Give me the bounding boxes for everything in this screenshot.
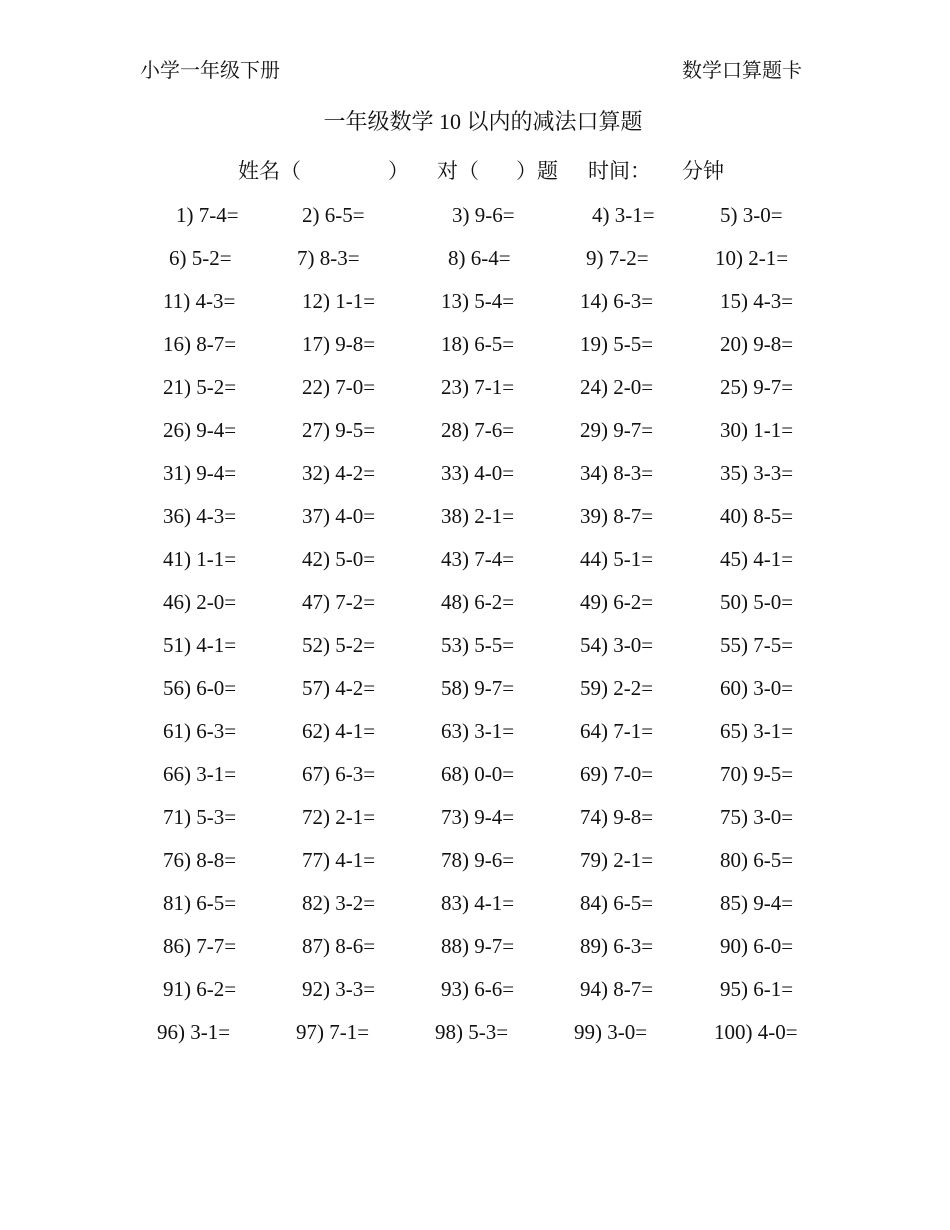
problem-row	[0, 538, 950, 581]
problem-item: 68) 0-0=	[441, 762, 515, 786]
header-left: 小学一年级下册	[140, 60, 280, 82]
problem-item: 9) 7-2=	[586, 246, 649, 270]
problem-item: 18) 6-5=	[441, 332, 515, 356]
problem-item: 56) 6-0=	[163, 676, 237, 700]
problem-item: 31) 9-4=	[163, 461, 237, 485]
problem-item: 40) 8-5=	[720, 504, 794, 528]
problem-item: 10) 2-1=	[715, 246, 789, 270]
problem-row	[0, 796, 950, 839]
problem-item: 90) 6-0=	[720, 934, 794, 958]
problem-item: 2) 6-5=	[302, 203, 365, 227]
problem-item: 73) 9-4=	[441, 805, 515, 829]
correct-close: ）题	[516, 159, 558, 183]
problem-item: 41) 1-1=	[163, 547, 237, 571]
problem-item: 34) 8-3=	[580, 461, 654, 485]
problem-item: 20) 9-8=	[720, 332, 794, 356]
problem-item: 91) 6-2=	[163, 977, 237, 1001]
problem-item: 79) 2-1=	[580, 848, 654, 872]
problem-row	[0, 839, 950, 882]
problem-row	[0, 882, 950, 925]
problem-item: 39) 8-7=	[580, 504, 654, 528]
problem-item: 24) 2-0=	[580, 375, 654, 399]
problem-item: 45) 4-1=	[720, 547, 794, 571]
problem-item: 7) 8-3=	[297, 246, 360, 270]
problem-item: 85) 9-4=	[720, 891, 794, 915]
name-label: 姓名（	[238, 159, 301, 183]
problem-item: 83) 4-1=	[441, 891, 515, 915]
problem-item: 55) 7-5=	[720, 633, 794, 657]
time-unit: 分钟	[682, 159, 724, 183]
problem-item: 25) 9-7=	[720, 375, 794, 399]
problem-item: 72) 2-1=	[302, 805, 376, 829]
problem-row	[0, 1011, 950, 1054]
problem-item: 61) 6-3=	[163, 719, 237, 743]
problem-item: 62) 4-1=	[302, 719, 376, 743]
problem-item: 12) 1-1=	[302, 289, 376, 313]
problem-row	[0, 495, 950, 538]
problem-item: 51) 4-1=	[163, 633, 237, 657]
problem-item: 92) 3-3=	[302, 977, 376, 1001]
problem-item: 84) 6-5=	[580, 891, 654, 915]
problem-item: 87) 8-6=	[302, 934, 376, 958]
problem-item: 13) 5-4=	[441, 289, 515, 313]
problem-row	[0, 710, 950, 753]
problem-item: 76) 8-8=	[163, 848, 237, 872]
problem-item: 33) 4-0=	[441, 461, 515, 485]
problem-item: 19) 5-5=	[580, 332, 654, 356]
problem-item: 6) 5-2=	[169, 246, 232, 270]
problem-item: 21) 5-2=	[163, 375, 237, 399]
problem-row	[0, 968, 950, 1011]
problem-row	[0, 581, 950, 624]
problem-item: 100) 4-0=	[714, 1020, 798, 1044]
name-close: ）	[388, 159, 409, 183]
problem-item: 98) 5-3=	[435, 1020, 509, 1044]
problem-item: 82) 3-2=	[302, 891, 376, 915]
problem-item: 3) 9-6=	[452, 203, 515, 227]
problem-item: 15) 4-3=	[720, 289, 794, 313]
problem-item: 36) 4-3=	[163, 504, 237, 528]
problem-item: 86) 7-7=	[163, 934, 237, 958]
problem-item: 4) 3-1=	[592, 203, 655, 227]
problem-item: 59) 2-2=	[580, 676, 654, 700]
problem-item: 1) 7-4=	[176, 203, 239, 227]
problem-item: 74) 9-8=	[580, 805, 654, 829]
problem-item: 95) 6-1=	[720, 977, 794, 1001]
problem-item: 35) 3-3=	[720, 461, 794, 485]
problem-item: 75) 3-0=	[720, 805, 794, 829]
problem-item: 66) 3-1=	[163, 762, 237, 786]
problem-row	[0, 753, 950, 796]
problem-item: 71) 5-3=	[163, 805, 237, 829]
problem-item: 23) 7-1=	[441, 375, 515, 399]
problem-row	[0, 452, 950, 495]
problem-item: 42) 5-0=	[302, 547, 376, 571]
problem-item: 43) 7-4=	[441, 547, 515, 571]
problem-item: 99) 3-0=	[574, 1020, 648, 1044]
problem-row	[0, 925, 950, 968]
problem-item: 69) 7-0=	[580, 762, 654, 786]
problem-item: 81) 6-5=	[163, 891, 237, 915]
problem-item: 50) 5-0=	[720, 590, 794, 614]
problem-item: 38) 2-1=	[441, 504, 515, 528]
problem-item: 89) 6-3=	[580, 934, 654, 958]
problem-item: 37) 4-0=	[302, 504, 376, 528]
problem-item: 53) 5-5=	[441, 633, 515, 657]
problem-item: 80) 6-5=	[720, 848, 794, 872]
problem-item: 96) 3-1=	[157, 1020, 231, 1044]
problem-item: 46) 2-0=	[163, 590, 237, 614]
problem-item: 22) 7-0=	[302, 375, 376, 399]
problem-item: 97) 7-1=	[296, 1020, 370, 1044]
problem-item: 70) 9-5=	[720, 762, 794, 786]
problem-item: 17) 9-8=	[302, 332, 376, 356]
problem-item: 77) 4-1=	[302, 848, 376, 872]
problem-row	[0, 323, 950, 366]
problem-item: 32) 4-2=	[302, 461, 376, 485]
problem-item: 29) 9-7=	[580, 418, 654, 442]
problem-grid	[0, 194, 950, 1054]
problem-item: 54) 3-0=	[580, 633, 654, 657]
problem-item: 60) 3-0=	[720, 676, 794, 700]
problem-item: 26) 9-4=	[163, 418, 237, 442]
problem-row	[0, 667, 950, 710]
problem-row	[0, 409, 950, 452]
time-label: 时间：	[588, 159, 651, 183]
problem-item: 78) 9-6=	[441, 848, 515, 872]
problem-item: 27) 9-5=	[302, 418, 376, 442]
problem-item: 93) 6-6=	[441, 977, 515, 1001]
problem-row	[0, 194, 950, 237]
problem-row	[0, 237, 950, 280]
problem-item: 63) 3-1=	[441, 719, 515, 743]
problem-item: 88) 9-7=	[441, 934, 515, 958]
problem-item: 47) 7-2=	[302, 590, 376, 614]
problem-item: 64) 7-1=	[580, 719, 654, 743]
page-title: 一年级数学 10 以内的减法口算题	[323, 109, 643, 134]
problem-item: 28) 7-6=	[441, 418, 515, 442]
problem-item: 16) 8-7=	[163, 332, 237, 356]
problem-item: 5) 3-0=	[720, 203, 783, 227]
problem-row	[0, 624, 950, 667]
problem-item: 48) 6-2=	[441, 590, 515, 614]
problem-row	[0, 366, 950, 409]
problem-item: 58) 9-7=	[441, 676, 515, 700]
problem-item: 49) 6-2=	[580, 590, 654, 614]
problem-item: 44) 5-1=	[580, 547, 654, 571]
problem-item: 67) 6-3=	[302, 762, 376, 786]
problem-item: 57) 4-2=	[302, 676, 376, 700]
problem-item: 52) 5-2=	[302, 633, 376, 657]
correct-label: 对（	[437, 159, 479, 183]
header-right: 数学口算题卡	[682, 60, 802, 82]
problem-item: 30) 1-1=	[720, 418, 794, 442]
problem-item: 94) 8-7=	[580, 977, 654, 1001]
problem-item: 14) 6-3=	[580, 289, 654, 313]
problem-item: 65) 3-1=	[720, 719, 794, 743]
problem-item: 8) 6-4=	[448, 246, 511, 270]
problem-item: 11) 4-3=	[163, 289, 236, 313]
problem-row	[0, 280, 950, 323]
